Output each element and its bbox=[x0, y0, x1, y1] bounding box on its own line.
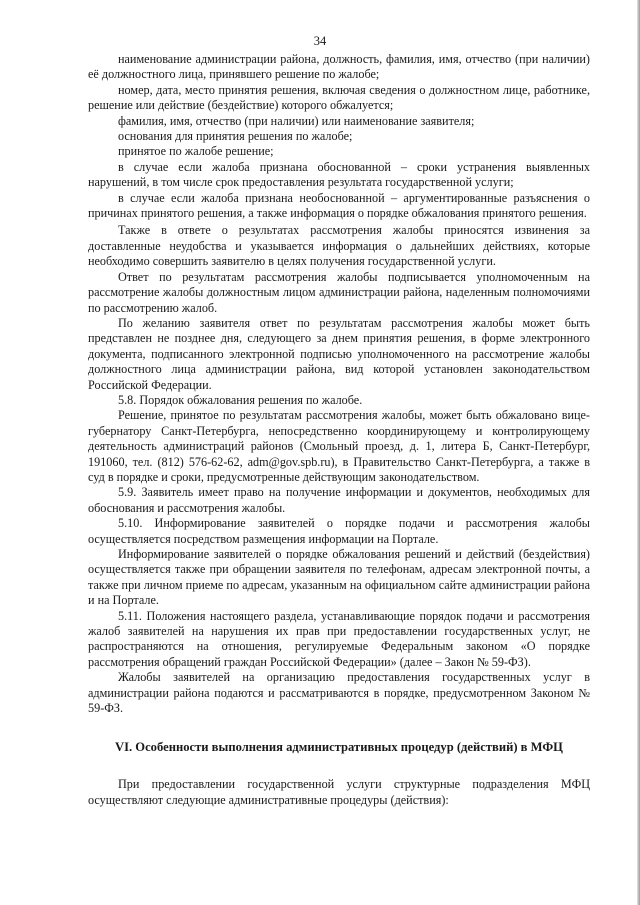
section-heading: VI. Особенности выполнения административных процедур (действий) в МФЦ bbox=[115, 740, 563, 755]
paragraph: Информирование заявителей о порядке обжалования решений и действий (бездействия) осуществляется также при обращении заявителя по телефонам, адресам электронной почты, а также при личном приеме по адресам, указанным на официальном сайте администрации района и на Портале. bbox=[88, 547, 590, 608]
paragraph: в случае если жалоба признана необоснованной – аргументированные разъяснения о причинах принятого решения, а также информация о порядке обжалования принятого решения. bbox=[88, 190, 590, 221]
paragraph: По желанию заявителя ответ по результатам рассмотрения жалобы может быть представлен не позднее дня, следующего за днем принятия решения, в форме электронного документа, подписанного электронной подписью уполномоченного на рассмотрение жалобы должностного лица администрации района, вид которой установлен законодательством Российской Федерации. bbox=[88, 315, 590, 392]
paragraph: наименование администрации района, должность, фамилия, имя, отчество (при наличии) её должностного лица, принявшего решение по жалобе; bbox=[88, 52, 590, 82]
paragraph: При предоставлении государственной услуги структурные подразделения МФЦ осуществляют следующие административные процедуры (действия): bbox=[88, 777, 590, 807]
paragraph: основания для принятия решения по жалобе; bbox=[118, 129, 353, 144]
page-number: 34 bbox=[313, 34, 327, 48]
document-body bbox=[88, 52, 590, 808]
paragraph: Ответ по результатам рассмотрения жалобы подписывается уполномоченным на рассмотрение жалобы должностным лицом администрации района, наделенным полномочиями по рассмотрению жалоб. bbox=[88, 269, 590, 315]
paragraph: 5.11. Положения настоящего раздела, устанавливающие порядок подачи и рассмотрения жалоб заявителей на нарушения их прав при предоставлении государственных услуг, не распространяются на отношения, регулируемые Федеральным законом «О порядке рассмотрения обращений граждан Российской Федерации» (далее – Закон № 59-ФЗ). bbox=[88, 608, 590, 669]
paragraph: 5.9. Заявитель имеет право на получение информации и документов, необходимых для обоснования и рассмотрения жалобы. bbox=[88, 485, 590, 515]
paragraph: 5.8. Порядок обжалования решения по жалобе. bbox=[118, 392, 363, 407]
paragraph: Жалобы заявителей на организацию предоставления государственных услуг в администрации района подаются и рассматриваются в порядке, предусмотренном Законом № 59-ФЗ. bbox=[88, 670, 590, 716]
paragraph: Решение, принятое по результатам рассмотрения жалобы, может быть обжаловано вице-губернатору Санкт-Петербурга, непосредственно координирующему и контролирующему деятельность администраций районов (Смольный проезд, д. 1, литера Б, Санкт-Петербург, 191060, тел. (812) 576-62-62, adm@gov.spb.ru), в Правительство Санкт-Петербурга, а также в суд в порядке и сроки, предусмотренные действующим законодательством. bbox=[88, 408, 590, 484]
paragraph: фамилия, имя, отчество (при наличии) или наименование заявителя; bbox=[118, 113, 475, 128]
paragraph: принятое по жалобе решение; bbox=[118, 144, 274, 159]
paragraph: номер, дата, место принятия решения, включая сведения о должностном лице, работнике, решение или действие (бездействие) которого обжалуется; bbox=[88, 82, 590, 113]
paragraph: 5.10. Информирование заявителей о порядке подачи и рассмотрения жалобы осуществляется посредством размещения информации на Портале. bbox=[88, 516, 590, 546]
paragraph: в случае если жалоба признана обоснованной – сроки устранения выявленных нарушений, в том числе срок предоставления результата государственной услуги; bbox=[88, 159, 590, 190]
paragraph: Также в ответе о результатах рассмотрения жалобы приносятся извинения за доставленные неудобства и указывается информация о дальнейших действиях, которые необходимо совершить заявителю в целях получения государственной услуги. bbox=[88, 223, 590, 269]
